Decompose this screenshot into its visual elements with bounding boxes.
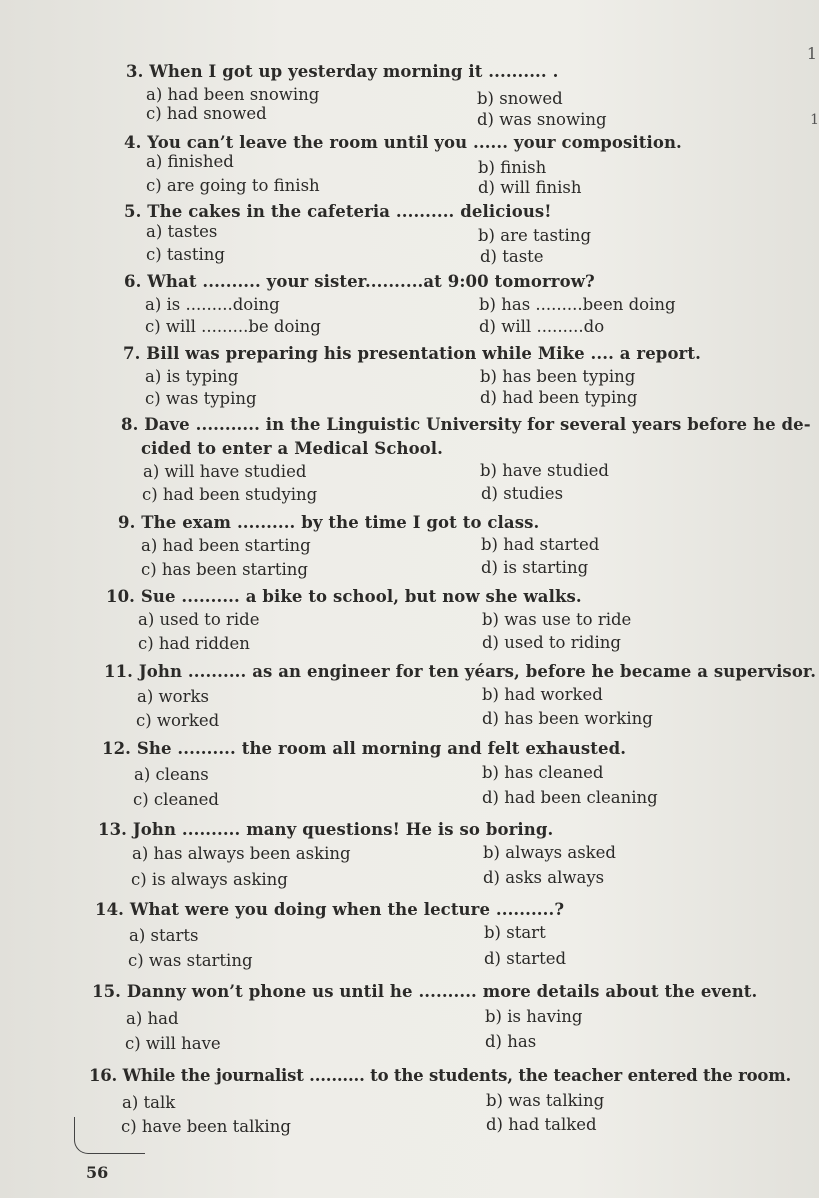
question-16-option-a: a) talk	[122, 1093, 176, 1112]
question-8-text: 8. Dave ........... in the Linguistic University for several years before he de-	[121, 415, 811, 434]
question-9-text: 9. The exam .......... by the time I got to class.	[118, 513, 540, 532]
question-5-text: 5. The cakes in the cafeteria .......... delicious!	[124, 202, 552, 221]
question-13-option-c: c) is always asking	[131, 870, 288, 889]
edge-mark-second: 1	[810, 112, 819, 128]
question-3-text: 3. When I got up yesterday morning it .......... .	[126, 62, 559, 81]
question-4-option-a: a) finished	[146, 152, 234, 171]
question-14-text: 14. What were you doing when the lecture ..........?	[95, 900, 565, 919]
question-4-text: 4. You can’t leave the room until you ...... your composition.	[124, 133, 682, 152]
question-3-option-a: a) had been snowing	[146, 85, 320, 104]
question-7-option-c: c) was typing	[145, 389, 257, 408]
question-7-option-b: b) has been typing	[480, 367, 636, 386]
question-12-text: 12. She .......... the room all morning and felt exhausted.	[102, 739, 627, 758]
question-8-option-d: d) studies	[481, 484, 564, 503]
question-16-text: 16. While the journalist .......... to the students, the teacher entered the room.	[89, 1066, 792, 1085]
question-6-option-a: a) is .........doing	[145, 295, 280, 314]
question-14-option-d: d) started	[484, 949, 567, 968]
question-11-option-b: b) had worked	[482, 685, 603, 704]
question-7-option-a: a) is typing	[145, 367, 239, 386]
question-13-option-b: b) always asked	[483, 843, 616, 862]
question-12-option-d: d) had been cleaning	[482, 788, 658, 807]
question-6-option-b: b) has .........been doing	[479, 295, 676, 314]
question-4-option-d: d) will finish	[478, 178, 582, 197]
question-13-text: 13. John .......... many questions! He is so boring.	[98, 820, 554, 839]
question-14-option-a: a) starts	[129, 926, 199, 945]
question-8-text-continued: cided to enter a Medical School.	[141, 439, 443, 458]
question-3-option-d: d) was snowing	[477, 110, 607, 129]
question-5-option-a: a) tastes	[146, 222, 218, 241]
question-16-option-c: c) have been talking	[121, 1117, 291, 1136]
question-9-option-d: d) is starting	[481, 558, 589, 577]
question-8-option-b: b) have studied	[480, 461, 609, 480]
question-13-option-d: d) asks always	[483, 868, 605, 887]
question-4-option-c: c) are going to finish	[146, 176, 320, 195]
question-5-option-b: b) are tasting	[478, 226, 592, 245]
question-15-option-c: c) will have	[125, 1034, 221, 1053]
question-8-option-c: c) had been studying	[142, 485, 318, 504]
question-5-option-d: d) taste	[480, 247, 544, 266]
question-15-option-b: b) is having	[485, 1007, 583, 1026]
question-11-option-c: c) worked	[136, 711, 220, 730]
question-16-option-b: b) was talking	[486, 1091, 605, 1110]
question-15-text: 15. Danny won’t phone us until he .......... more details about the event.	[92, 982, 758, 1001]
question-4-option-b: b) finish	[478, 158, 547, 177]
question-11-option-a: a) works	[137, 687, 209, 706]
edge-mark-top: 1	[806, 44, 817, 63]
question-7-option-d: d) had been typing	[480, 388, 638, 407]
question-9-option-a: a) had been starting	[141, 536, 311, 555]
question-5-option-c: c) tasting	[146, 245, 225, 264]
question-14-option-b: b) start	[484, 923, 546, 942]
question-6-text: 6. What .......... your sister..........at 9:00 tomorrow?	[124, 272, 595, 291]
question-15-option-a: a) had	[126, 1009, 179, 1028]
handwritten-bracket-mark	[74, 1117, 145, 1154]
question-3-option-c: c) had snowed	[146, 104, 267, 123]
question-16-option-d: d) had talked	[486, 1115, 597, 1134]
question-7-text: 7. Bill was preparing his presentation while Mike .... a report.	[123, 344, 701, 363]
question-12-option-b: b) has cleaned	[482, 763, 604, 782]
question-6-option-c: c) will .........be doing	[145, 317, 321, 336]
question-10-text: 10. Sue .......... a bike to school, but now she walks.	[106, 587, 582, 606]
question-10-option-c: c) had ridden	[138, 634, 250, 653]
question-10-option-d: d) used to riding	[482, 633, 621, 652]
question-10-option-b: b) was use to ride	[482, 610, 632, 629]
page-number: 56	[86, 1163, 109, 1182]
question-10-option-a: a) used to ride	[138, 610, 260, 629]
question-8-option-a: a) will have studied	[143, 462, 307, 481]
question-12-option-a: a) cleans	[134, 765, 209, 784]
question-14-option-c: c) was starting	[128, 951, 253, 970]
question-3-option-b: b) snowed	[477, 89, 563, 108]
question-13-option-a: a) has always been asking	[132, 844, 351, 863]
question-11-option-d: d) has been working	[482, 709, 653, 728]
question-12-option-c: c) cleaned	[133, 790, 219, 809]
question-15-option-d: d) has	[485, 1032, 537, 1051]
question-11-text: 11. John .......... as an engineer for ten yéars, before he became a supervisor.	[104, 662, 817, 681]
question-9-option-b: b) had started	[481, 535, 600, 554]
question-9-option-c: c) has been starting	[141, 560, 308, 579]
question-6-option-d: d) will .........do	[479, 317, 605, 336]
